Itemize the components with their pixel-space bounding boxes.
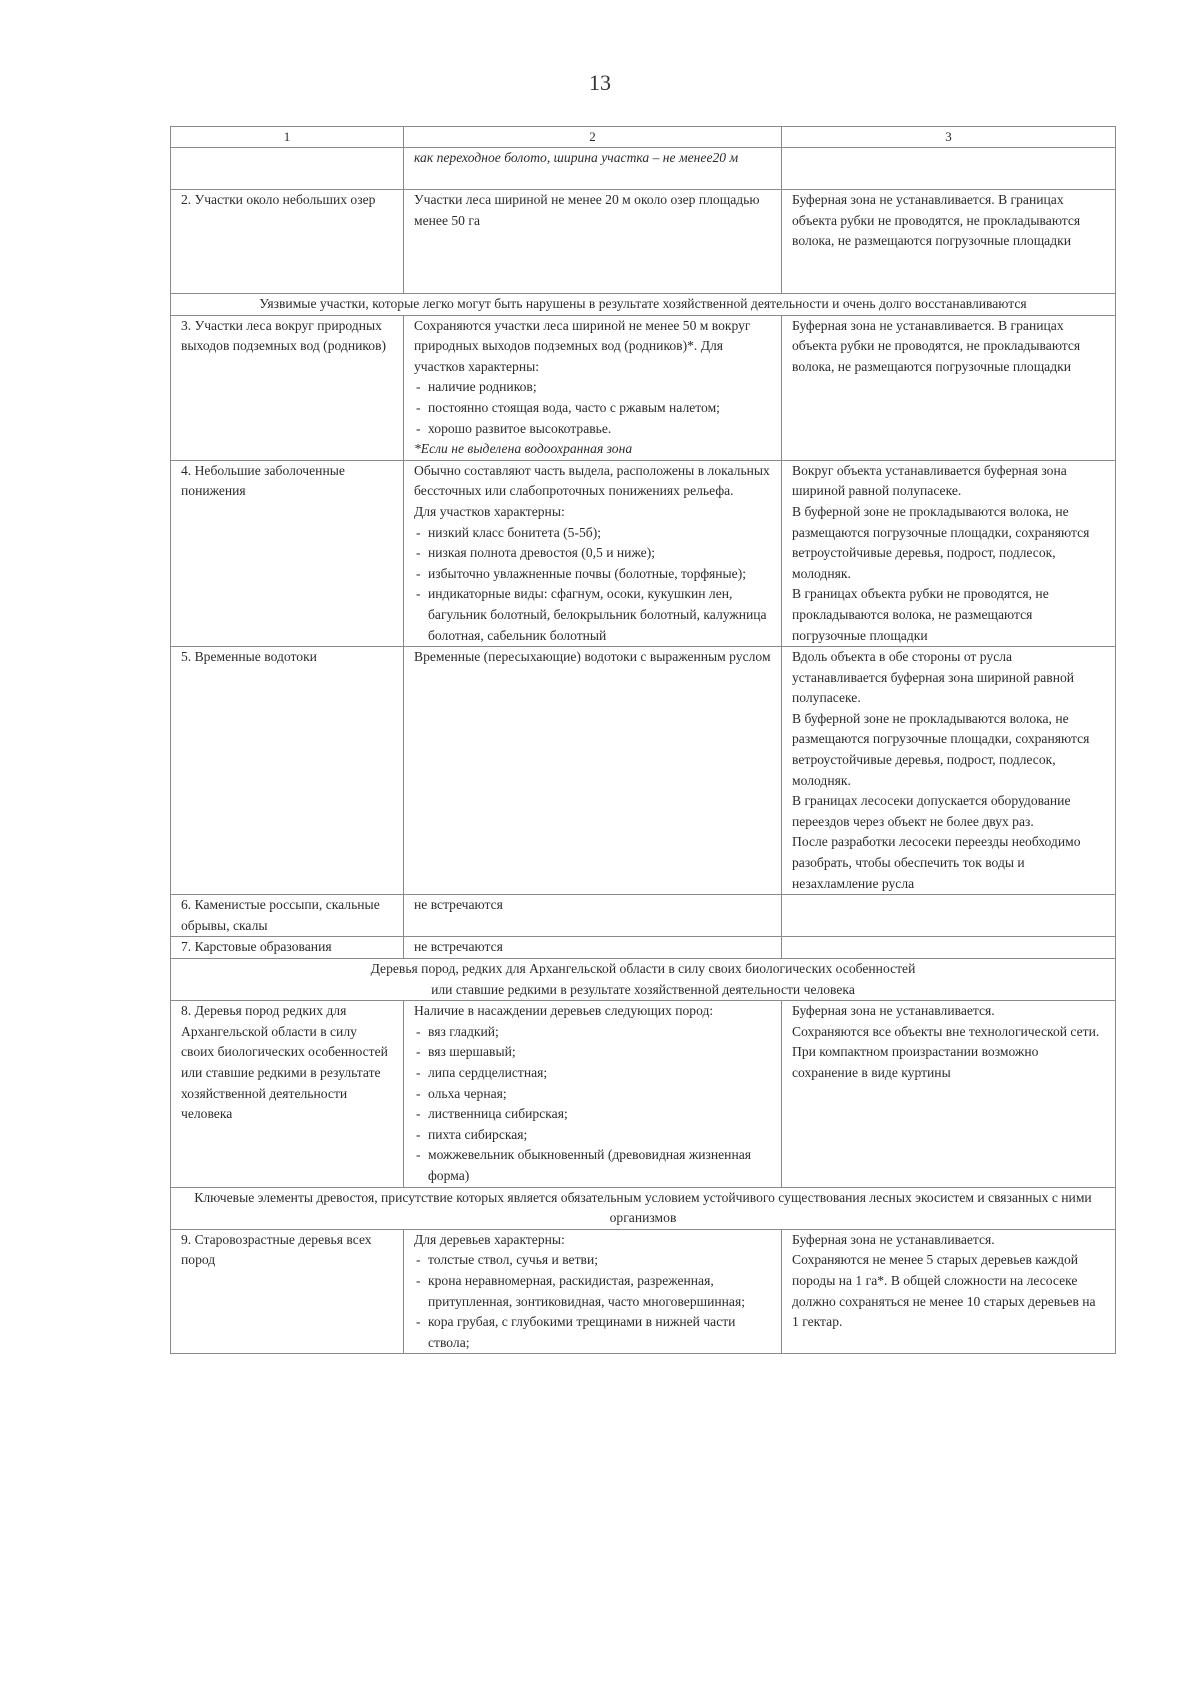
column-header-3: 3 bbox=[782, 127, 1116, 148]
measures-paragraph: Буферная зона не устанавливается. bbox=[792, 1003, 995, 1019]
list-item: - липа сердцелистная; bbox=[414, 1063, 771, 1084]
section-heading-line: или ставшие редкими в результате хозяйственной деятельности человека bbox=[431, 981, 855, 997]
list-item: - крона неравномерная, раскидистая, разреженная, притупленная, зонтиковидная, часто многовершинная; bbox=[414, 1271, 771, 1312]
row9-description-cell bbox=[404, 1229, 782, 1354]
row9-object-cell: 9. Старовозрастные деревья всех пород bbox=[171, 1229, 404, 1354]
row3-intro-text: Сохраняются участки леса шириной не менее 50 м вокруг природных выходов подземных вод (родников)*. Для участков характерны: bbox=[414, 317, 751, 374]
row0-object-cell bbox=[171, 148, 404, 190]
row8-measures-cell bbox=[782, 1001, 1116, 1187]
row6-measures-cell bbox=[782, 895, 1116, 937]
row5-description-cell: Временные (пересыхающие) водотоки с выраженным руслом bbox=[404, 647, 782, 895]
list-item: - хорошо развитое высокотравье. bbox=[414, 419, 771, 440]
table-row bbox=[171, 937, 1116, 959]
section-heading-key-elements: Ключевые элементы древостоя, присутствие которых является обязательным условием устойчивого существования лесных экосистем и связанных с ними организмов bbox=[171, 1187, 1116, 1229]
list-item: - кора грубая, с глубокими трещинами в нижней части ствола; bbox=[414, 1312, 771, 1353]
column-header-1: 1 bbox=[171, 127, 404, 148]
table-row bbox=[171, 148, 1116, 190]
table-row bbox=[171, 190, 1116, 294]
row4-intro-text: Обычно составляют часть выдела, расположены в локальных бессточных или слабопроточных понижениях рельефа. bbox=[414, 462, 770, 499]
row4-characteristics-list bbox=[414, 523, 771, 647]
row8-intro-text: Наличие в насаждении деревьев следующих пород: bbox=[414, 1003, 714, 1019]
table-row bbox=[171, 895, 1116, 937]
row6-description-cell: не встречаются bbox=[404, 895, 782, 937]
list-item: - постоянно стоящая вода, часто с ржавым налетом; bbox=[414, 398, 771, 419]
column-header-2: 2 bbox=[404, 127, 782, 148]
measures-paragraph: Вдоль объекта в обе стороны от русла устанавливается буферная зона шириной равной полупасеке. bbox=[792, 649, 1075, 706]
row0-description-cell: как переходное болото, ширина участка – не менее20 м bbox=[404, 148, 782, 190]
row3-object-cell: 3. Участки леса вокруг природных выходов подземных вод (родников) bbox=[171, 315, 404, 460]
table-row bbox=[171, 647, 1116, 895]
list-item: - ольха черная; bbox=[414, 1084, 771, 1105]
section-heading-rare-species bbox=[171, 959, 1116, 1001]
row2-measures-cell: Буферная зона не устанавливается. В границах объекта рубки не проводятся, не прокладываются волока, не размещаются погрузочные площадки bbox=[782, 190, 1116, 294]
row5-object-cell: 5. Временные водотоки bbox=[171, 647, 404, 895]
page-number: 13 bbox=[589, 70, 611, 95]
measures-paragraph: После разработки лесосеки переезды необходимо разобрать, чтобы обеспечить ток воды и незахламление русла bbox=[792, 834, 1081, 891]
table-row bbox=[171, 460, 1116, 646]
list-item: - толстые ствол, сучья и ветви; bbox=[414, 1250, 771, 1271]
section-row bbox=[171, 959, 1116, 1001]
row8-object-cell: 8. Деревья пород редких для Архангельской области в силу своих биологических особенностей или ставшие редкими в результате хозяйственной деятельности человека bbox=[171, 1001, 404, 1187]
list-item: - низкая полнота древостоя (0,5 и ниже); bbox=[414, 543, 771, 564]
row6-object-cell: 6. Каменистые россыпи, скальные обрывы, скалы bbox=[171, 895, 404, 937]
row3-measures-cell: Буферная зона не устанавливается. В границах объекта рубки не проводятся, не прокладываются волока, не размещаются погрузочные площадки bbox=[782, 315, 1116, 460]
list-item: - низкий класс бонитета (5-5б); bbox=[414, 523, 771, 544]
table-header-row bbox=[171, 127, 1116, 148]
row7-object-cell: 7. Карстовые образования bbox=[171, 937, 404, 959]
measures-paragraph: Буферная зона не устанавливается. bbox=[792, 1231, 995, 1247]
row3-characteristics-list bbox=[414, 377, 771, 439]
measures-paragraph: Вокруг объекта устанавливается буферная зона шириной равной полупасеке. bbox=[792, 462, 1067, 499]
row4-description-cell bbox=[404, 460, 782, 646]
row0-measures-cell bbox=[782, 148, 1116, 190]
measures-paragraph: В буферной зоне не прокладываются волока, не размещаются погрузочные площадки, сохраняются ветроустойчивые деревья, подрост, подлесок, молодняк. bbox=[792, 503, 1090, 581]
row4-object-cell: 4. Небольшие заболоченные понижения bbox=[171, 460, 404, 646]
row3-footnote: *Если не выделена водоохранная зона bbox=[414, 441, 633, 457]
table-row bbox=[171, 1001, 1116, 1187]
measures-paragraph: В границах лесосеки допускается оборудование переездов через объект не более двух раз. bbox=[792, 793, 1071, 829]
measures-paragraph: Сохраняются не менее 5 старых деревьев каждой породы на 1 га*. В общей сложности на лесосеке должно сохраняться не менее 10 старых деревьев на 1 гектар. bbox=[792, 1252, 1096, 1330]
measures-paragraph: Сохраняются все объекты вне технологической сети. bbox=[792, 1023, 1100, 1039]
protection-table bbox=[170, 126, 1116, 1354]
row9-measures-cell bbox=[782, 1229, 1116, 1354]
row4-intro-text-2: Для участков характерны: bbox=[414, 503, 565, 519]
row7-description-cell: не встречаются bbox=[404, 937, 782, 959]
row8-species-list bbox=[414, 1022, 771, 1187]
row5-measures-cell bbox=[782, 647, 1116, 895]
row9-characteristics-list bbox=[414, 1250, 771, 1353]
list-item: - наличие родников; bbox=[414, 377, 771, 398]
row7-measures-cell bbox=[782, 937, 1116, 959]
table-row bbox=[171, 315, 1116, 460]
measures-paragraph: В буферной зоне не прокладываются волока, не размещаются погрузочные площадки, сохраняются ветроустойчивые деревья, подрост, подлесок, молодняк. bbox=[792, 710, 1090, 788]
section-heading-vulnerable: Уязвимые участки, которые легко могут быть нарушены в результате хозяйственной деятельности и очень долго восстанавливаются bbox=[171, 294, 1116, 316]
row2-description-cell: Участки леса шириной не менее 20 м около озер площадью менее 50 га bbox=[404, 190, 782, 294]
measures-paragraph: При компактном произрастании возможно сохранение в виде куртины bbox=[792, 1044, 1039, 1080]
list-item: - избыточно увлажненные почвы (болотные, торфяные); bbox=[414, 564, 771, 585]
row3-description-cell bbox=[404, 315, 782, 460]
section-row bbox=[171, 1187, 1116, 1229]
section-heading-line: Деревья пород, редких для Архангельской области в силу своих биологических особенностей bbox=[370, 961, 916, 976]
row9-intro-text: Для деревьев характерны: bbox=[414, 1231, 565, 1247]
list-item: - вяз шершавый; bbox=[414, 1042, 771, 1063]
list-item: - пихта сибирская; bbox=[414, 1125, 771, 1146]
table-row bbox=[171, 1229, 1116, 1354]
section-row bbox=[171, 294, 1116, 316]
list-item: - можжевельник обыкновенный (древовидная жизненная форма) bbox=[414, 1145, 771, 1186]
list-item: - вяз гладкий; bbox=[414, 1022, 771, 1043]
measures-paragraph: В границах объекта рубки не проводятся, не прокладываются волока, не размещаются погрузочные площадки bbox=[792, 586, 1049, 643]
list-item: - лиственница сибирская; bbox=[414, 1104, 771, 1125]
list-item: - индикаторные виды: сфагнум, осоки, кукушкин лен, багульник болотный, белокрыльник болотный, калужница болотная, сабельник болотный bbox=[414, 584, 771, 646]
row4-measures-cell bbox=[782, 460, 1116, 646]
row8-description-cell bbox=[404, 1001, 782, 1187]
row2-object-cell: 2. Участки около небольших озер bbox=[171, 190, 404, 294]
